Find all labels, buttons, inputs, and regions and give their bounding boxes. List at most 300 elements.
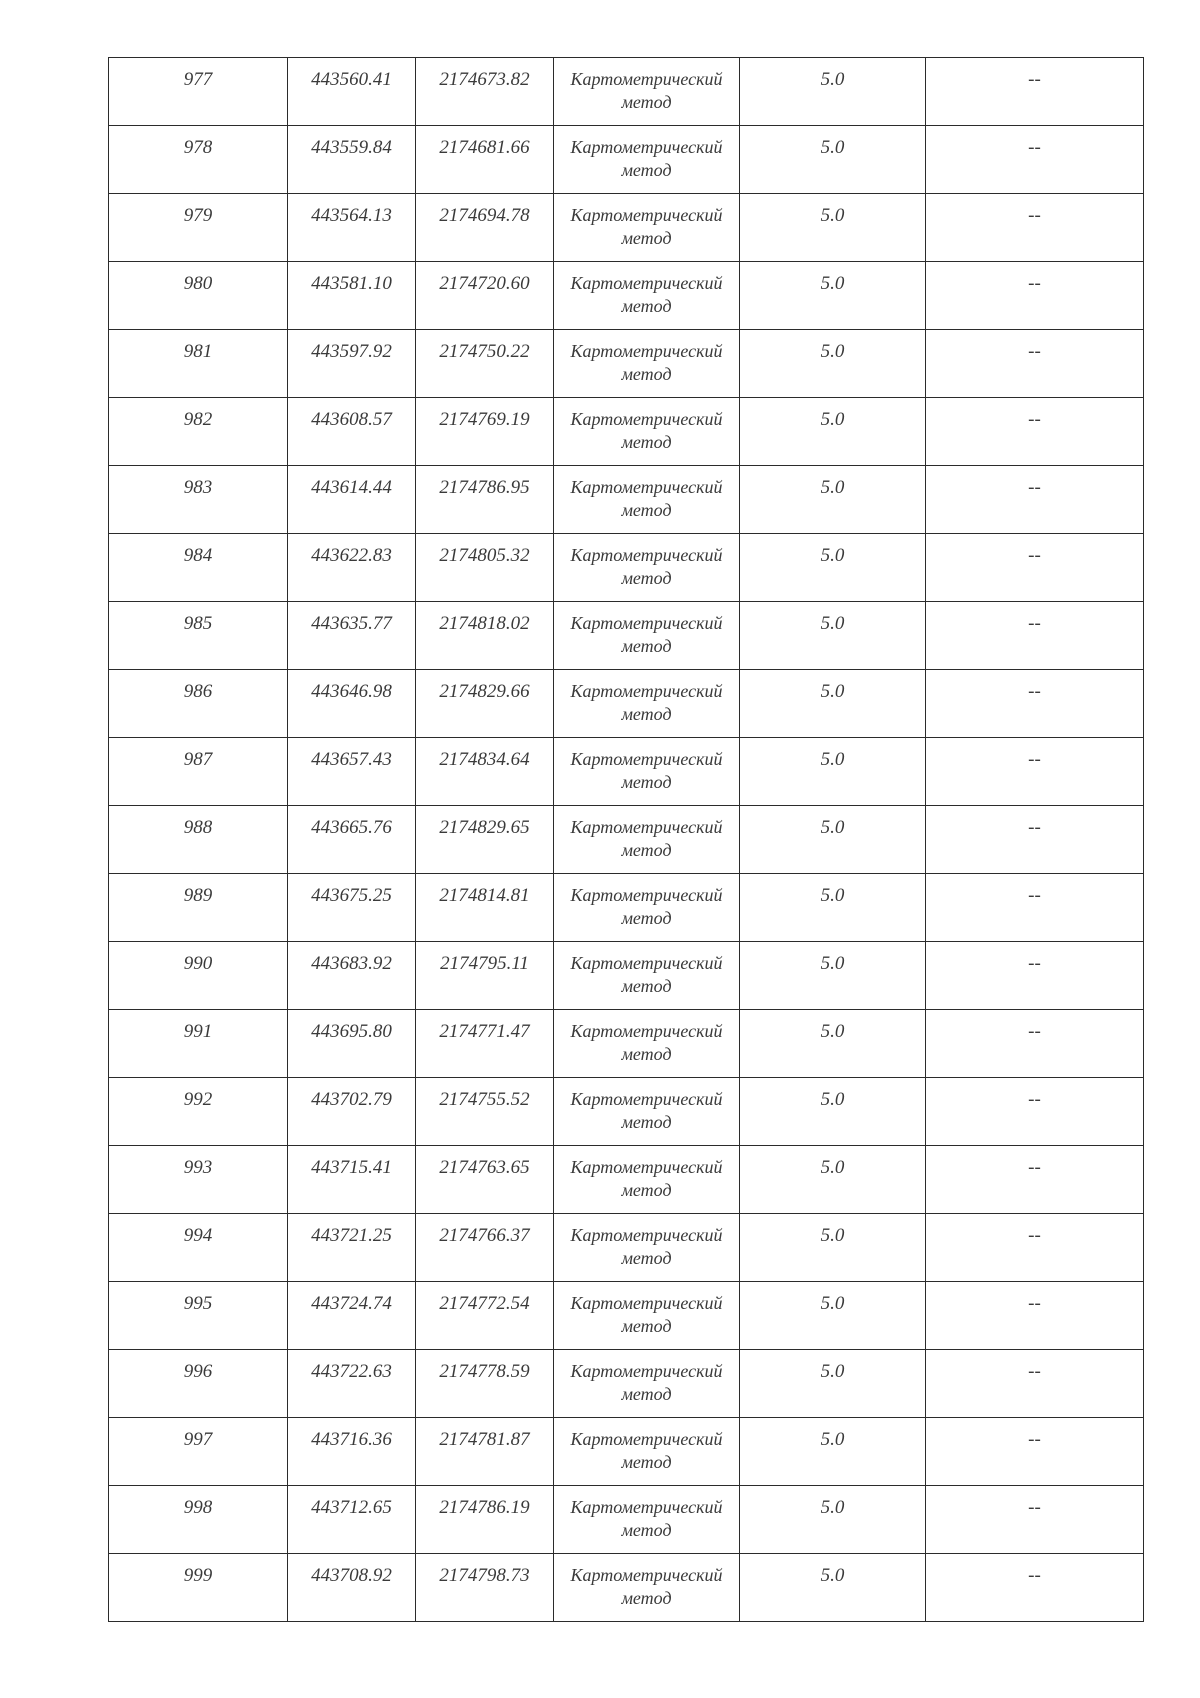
coordinate-x-cell xyxy=(288,262,416,330)
note-cell-value: -- xyxy=(1028,1497,1041,1518)
note-cell xyxy=(926,670,1144,738)
accuracy-cell xyxy=(740,738,926,806)
point-number-cell-value: 990 xyxy=(183,953,213,974)
point-number-cell xyxy=(109,58,288,126)
coordinate-x-cell xyxy=(288,670,416,738)
coordinate-x-cell xyxy=(288,1282,416,1350)
note-cell xyxy=(926,126,1144,194)
method-line-2: метод xyxy=(621,1316,672,1336)
method-cell xyxy=(554,194,740,262)
method-text xyxy=(554,126,739,182)
point-number-cell-value: 987 xyxy=(183,749,213,770)
method-cell xyxy=(554,262,740,330)
accuracy-cell xyxy=(740,806,926,874)
coordinate-x-cell xyxy=(288,466,416,534)
method-text xyxy=(554,262,739,318)
note-cell xyxy=(926,1350,1144,1418)
note-cell-value: -- xyxy=(1028,341,1041,362)
coordinate-y-cell-value: 2174814.81 xyxy=(439,885,530,906)
point-number-cell xyxy=(109,262,288,330)
accuracy-cell-value: 5.0 xyxy=(820,341,845,362)
coordinate-y-cell-value: 2174805.32 xyxy=(439,545,530,566)
point-number-cell xyxy=(109,1282,288,1350)
coordinate-y-cell xyxy=(416,1350,554,1418)
method-text xyxy=(554,738,739,794)
coordinate-y-cell-value: 2174681.66 xyxy=(439,137,530,158)
method-cell xyxy=(554,806,740,874)
coordinate-y-cell-value: 2174829.66 xyxy=(439,681,530,702)
method-cell xyxy=(554,1146,740,1214)
point-number-cell-value: 991 xyxy=(183,1021,213,1042)
note-cell-value: -- xyxy=(1028,477,1041,498)
note-cell-value: -- xyxy=(1028,409,1041,430)
accuracy-cell-value: 5.0 xyxy=(820,681,845,702)
coordinate-x-cell xyxy=(288,942,416,1010)
method-line-1: Картометрический xyxy=(570,817,723,837)
coordinate-y-cell-value: 2174818.02 xyxy=(439,613,530,634)
coordinate-y-cell xyxy=(416,738,554,806)
coordinate-y-cell-value: 2174763.65 xyxy=(439,1157,530,1178)
method-text xyxy=(554,806,739,862)
point-number-cell xyxy=(109,330,288,398)
method-cell xyxy=(554,738,740,806)
point-number-cell xyxy=(109,942,288,1010)
coordinate-y-cell-value: 2174781.87 xyxy=(439,1429,530,1450)
method-cell xyxy=(554,466,740,534)
coordinate-x-cell-value: 443712.65 xyxy=(311,1497,392,1518)
table-row xyxy=(109,942,1144,1010)
coordinate-x-cell xyxy=(288,1418,416,1486)
coordinate-x-cell xyxy=(288,1350,416,1418)
table-row xyxy=(109,806,1144,874)
note-cell-value: -- xyxy=(1028,1021,1041,1042)
method-cell xyxy=(554,126,740,194)
method-cell xyxy=(554,1486,740,1554)
accuracy-cell-value: 5.0 xyxy=(820,409,845,430)
method-line-2: метод xyxy=(621,432,672,452)
accuracy-cell xyxy=(740,942,926,1010)
method-cell xyxy=(554,534,740,602)
note-cell xyxy=(926,806,1144,874)
method-text xyxy=(554,1146,739,1202)
note-cell-value: -- xyxy=(1028,1157,1041,1178)
method-line-1: Картометрический xyxy=(570,885,723,905)
method-line-1: Картометрический xyxy=(570,1565,723,1585)
method-cell xyxy=(554,602,740,670)
note-cell-value: -- xyxy=(1028,885,1041,906)
coordinate-x-cell-value: 443722.63 xyxy=(311,1361,392,1382)
method-text xyxy=(554,1350,739,1406)
table-row xyxy=(109,466,1144,534)
accuracy-cell xyxy=(740,262,926,330)
coordinate-y-cell-value: 2174755.52 xyxy=(439,1089,530,1110)
accuracy-cell xyxy=(740,330,926,398)
note-cell xyxy=(926,602,1144,670)
method-text xyxy=(554,466,739,522)
method-line-2: метод xyxy=(621,1520,672,1540)
accuracy-cell-value: 5.0 xyxy=(820,1089,845,1110)
coordinate-y-cell-value: 2174720.60 xyxy=(439,273,530,294)
note-cell xyxy=(926,398,1144,466)
note-cell xyxy=(926,1214,1144,1282)
method-line-1: Картометрический xyxy=(570,205,723,225)
table-row xyxy=(109,738,1144,806)
coordinate-x-cell-value: 443581.10 xyxy=(311,273,392,294)
coordinate-y-cell xyxy=(416,398,554,466)
method-line-2: метод xyxy=(621,976,672,996)
note-cell-value: -- xyxy=(1028,1293,1041,1314)
coordinate-x-cell-value: 443721.25 xyxy=(311,1225,392,1246)
accuracy-cell xyxy=(740,466,926,534)
coordinate-x-cell-value: 443715.41 xyxy=(311,1157,392,1178)
method-text xyxy=(554,942,739,998)
accuracy-cell-value: 5.0 xyxy=(820,1021,845,1042)
method-line-2: метод xyxy=(621,296,672,316)
table-row xyxy=(109,58,1144,126)
note-cell-value: -- xyxy=(1028,681,1041,702)
coordinate-x-cell xyxy=(288,1078,416,1146)
point-number-cell-value: 998 xyxy=(183,1497,213,1518)
point-number-cell-value: 985 xyxy=(183,613,213,634)
coordinate-y-cell xyxy=(416,1554,554,1622)
table-row xyxy=(109,1010,1144,1078)
coordinate-y-cell xyxy=(416,126,554,194)
method-line-1: Картометрический xyxy=(570,613,723,633)
coordinate-x-cell-value: 443708.92 xyxy=(311,1565,392,1586)
note-cell-value: -- xyxy=(1028,205,1041,226)
note-cell xyxy=(926,330,1144,398)
method-line-2: метод xyxy=(621,1248,672,1268)
method-cell xyxy=(554,874,740,942)
coordinate-x-cell xyxy=(288,1010,416,1078)
accuracy-cell-value: 5.0 xyxy=(820,1225,845,1246)
coordinate-y-cell-value: 2174772.54 xyxy=(439,1293,530,1314)
coordinate-y-cell xyxy=(416,194,554,262)
coordinate-y-cell xyxy=(416,602,554,670)
point-number-cell-value: 992 xyxy=(183,1089,213,1110)
accuracy-cell xyxy=(740,874,926,942)
note-cell xyxy=(926,534,1144,602)
table-row xyxy=(109,670,1144,738)
note-cell xyxy=(926,1282,1144,1350)
coordinate-y-cell xyxy=(416,534,554,602)
method-line-1: Картометрический xyxy=(570,545,723,565)
method-line-1: Картометрический xyxy=(570,681,723,701)
method-line-2: метод xyxy=(621,568,672,588)
method-text xyxy=(554,1214,739,1270)
coordinate-y-cell xyxy=(416,1146,554,1214)
point-number-cell xyxy=(109,1010,288,1078)
accuracy-cell-value: 5.0 xyxy=(820,477,845,498)
method-line-1: Картометрический xyxy=(570,1497,723,1517)
method-line-1: Картометрический xyxy=(570,1225,723,1245)
point-number-cell-value: 994 xyxy=(183,1225,213,1246)
method-text xyxy=(554,534,739,590)
method-line-1: Картометрический xyxy=(570,1021,723,1041)
accuracy-cell xyxy=(740,1078,926,1146)
point-number-cell xyxy=(109,1418,288,1486)
coordinate-x-cell xyxy=(288,738,416,806)
accuracy-cell xyxy=(740,398,926,466)
accuracy-cell-value: 5.0 xyxy=(820,885,845,906)
table-row xyxy=(109,194,1144,262)
method-text xyxy=(554,194,739,250)
method-cell xyxy=(554,58,740,126)
accuracy-cell xyxy=(740,1010,926,1078)
coordinate-y-cell xyxy=(416,1418,554,1486)
accuracy-cell-value: 5.0 xyxy=(820,953,845,974)
note-cell xyxy=(926,194,1144,262)
point-number-cell-value: 978 xyxy=(183,137,213,158)
method-text xyxy=(554,58,739,114)
coordinate-y-cell-value: 2174798.73 xyxy=(439,1565,530,1586)
accuracy-cell xyxy=(740,1146,926,1214)
method-line-1: Картометрический xyxy=(570,409,723,429)
coordinate-x-cell xyxy=(288,602,416,670)
coordinate-x-cell xyxy=(288,398,416,466)
coordinate-x-cell-value: 443695.80 xyxy=(311,1021,392,1042)
method-cell xyxy=(554,1010,740,1078)
coordinate-y-cell-value: 2174834.64 xyxy=(439,749,530,770)
accuracy-cell xyxy=(740,602,926,670)
coordinate-x-cell xyxy=(288,126,416,194)
coordinate-x-cell-value: 443724.74 xyxy=(311,1293,392,1314)
point-number-cell-value: 982 xyxy=(183,409,213,430)
point-number-cell xyxy=(109,534,288,602)
coordinate-x-cell-value: 443702.79 xyxy=(311,1089,392,1110)
coordinate-x-cell xyxy=(288,1486,416,1554)
note-cell xyxy=(926,874,1144,942)
point-number-cell xyxy=(109,1146,288,1214)
method-cell xyxy=(554,330,740,398)
table-row xyxy=(109,1554,1144,1622)
coordinate-y-cell xyxy=(416,942,554,1010)
method-cell xyxy=(554,670,740,738)
point-number-cell xyxy=(109,874,288,942)
coordinate-x-cell xyxy=(288,1214,416,1282)
coordinate-y-cell-value: 2174750.22 xyxy=(439,341,530,362)
coordinate-x-cell-value: 443614.44 xyxy=(311,477,392,498)
point-number-cell xyxy=(109,602,288,670)
accuracy-cell-value: 5.0 xyxy=(820,749,845,770)
coordinate-y-cell-value: 2174694.78 xyxy=(439,205,530,226)
coordinate-x-cell xyxy=(288,534,416,602)
point-number-cell-value: 996 xyxy=(183,1361,213,1382)
method-cell xyxy=(554,398,740,466)
coordinate-x-cell-value: 443665.76 xyxy=(311,817,392,838)
table-row xyxy=(109,330,1144,398)
coordinate-y-cell xyxy=(416,58,554,126)
accuracy-cell-value: 5.0 xyxy=(820,69,845,90)
note-cell xyxy=(926,58,1144,126)
method-line-2: метод xyxy=(621,1588,672,1608)
point-number-cell xyxy=(109,126,288,194)
method-line-1: Картометрический xyxy=(570,1293,723,1313)
note-cell-value: -- xyxy=(1028,1361,1041,1382)
method-cell xyxy=(554,942,740,1010)
note-cell-value: -- xyxy=(1028,953,1041,974)
accuracy-cell xyxy=(740,670,926,738)
coordinate-y-cell xyxy=(416,466,554,534)
accuracy-cell xyxy=(740,126,926,194)
note-cell-value: -- xyxy=(1028,749,1041,770)
note-cell-value: -- xyxy=(1028,545,1041,566)
note-cell-value: -- xyxy=(1028,817,1041,838)
accuracy-cell-value: 5.0 xyxy=(820,273,845,294)
coordinate-x-cell-value: 443560.41 xyxy=(311,69,392,90)
point-number-cell-value: 986 xyxy=(183,681,213,702)
method-line-1: Картометрический xyxy=(570,749,723,769)
method-text xyxy=(554,602,739,658)
note-cell-value: -- xyxy=(1028,613,1041,634)
coordinate-y-cell-value: 2174673.82 xyxy=(439,69,530,90)
point-number-cell-value: 999 xyxy=(183,1565,213,1586)
coordinate-y-cell-value: 2174795.11 xyxy=(440,953,529,974)
coordinate-x-cell-value: 443646.98 xyxy=(311,681,392,702)
method-line-2: метод xyxy=(621,1452,672,1472)
coordinate-y-cell-value: 2174786.19 xyxy=(439,1497,530,1518)
note-cell xyxy=(926,1418,1144,1486)
note-cell xyxy=(926,942,1144,1010)
method-line-2: метод xyxy=(621,228,672,248)
note-cell xyxy=(926,262,1144,330)
coordinate-x-cell xyxy=(288,1146,416,1214)
point-number-cell xyxy=(109,194,288,262)
coordinate-x-cell xyxy=(288,330,416,398)
point-number-cell xyxy=(109,1350,288,1418)
accuracy-cell-value: 5.0 xyxy=(820,1157,845,1178)
coordinate-x-cell-value: 443608.57 xyxy=(311,409,392,430)
table-row xyxy=(109,1214,1144,1282)
method-text xyxy=(554,874,739,930)
accuracy-cell-value: 5.0 xyxy=(820,1361,845,1382)
accuracy-cell xyxy=(740,1554,926,1622)
method-text xyxy=(554,398,739,454)
method-text xyxy=(554,1418,739,1474)
accuracy-cell xyxy=(740,1350,926,1418)
point-number-cell-value: 981 xyxy=(183,341,213,362)
coordinate-x-cell xyxy=(288,874,416,942)
coordinate-y-cell xyxy=(416,330,554,398)
method-line-2: метод xyxy=(621,772,672,792)
point-number-cell-value: 980 xyxy=(183,273,213,294)
point-number-cell xyxy=(109,1486,288,1554)
note-cell-value: -- xyxy=(1028,273,1041,294)
coordinate-y-cell-value: 2174771.47 xyxy=(439,1021,530,1042)
method-cell xyxy=(554,1214,740,1282)
accuracy-cell-value: 5.0 xyxy=(820,545,845,566)
method-line-1: Картометрический xyxy=(570,69,723,89)
method-line-2: метод xyxy=(621,704,672,724)
method-cell xyxy=(554,1418,740,1486)
table-row xyxy=(109,398,1144,466)
table-row xyxy=(109,126,1144,194)
accuracy-cell-value: 5.0 xyxy=(820,1293,845,1314)
accuracy-cell xyxy=(740,1486,926,1554)
method-line-2: метод xyxy=(621,500,672,520)
point-number-cell-value: 977 xyxy=(183,69,213,90)
point-number-cell-value: 993 xyxy=(183,1157,213,1178)
table-row xyxy=(109,1078,1144,1146)
note-cell xyxy=(926,466,1144,534)
method-line-1: Картометрический xyxy=(570,1361,723,1381)
accuracy-cell xyxy=(740,1418,926,1486)
coordinates-table xyxy=(108,57,1144,1622)
method-line-1: Картометрический xyxy=(570,1429,723,1449)
method-text xyxy=(554,1010,739,1066)
coordinate-x-cell-value: 443683.92 xyxy=(311,953,392,974)
coordinate-y-cell xyxy=(416,670,554,738)
point-number-cell xyxy=(109,398,288,466)
method-line-1: Картометрический xyxy=(570,137,723,157)
method-line-2: метод xyxy=(621,160,672,180)
method-text xyxy=(554,1282,739,1338)
note-cell-value: -- xyxy=(1028,1565,1041,1586)
method-line-2: метод xyxy=(621,636,672,656)
accuracy-cell-value: 5.0 xyxy=(820,613,845,634)
coordinate-x-cell-value: 443597.92 xyxy=(311,341,392,362)
accuracy-cell-value: 5.0 xyxy=(820,1429,845,1450)
point-number-cell-value: 979 xyxy=(183,205,213,226)
coordinate-y-cell xyxy=(416,1010,554,1078)
accuracy-cell xyxy=(740,1282,926,1350)
coordinate-x-cell xyxy=(288,194,416,262)
coordinate-x-cell xyxy=(288,1554,416,1622)
coordinate-y-cell-value: 2174829.65 xyxy=(439,817,530,838)
point-number-cell-value: 988 xyxy=(183,817,213,838)
coordinates-table-body xyxy=(109,58,1144,1622)
coordinate-y-cell xyxy=(416,874,554,942)
method-line-2: метод xyxy=(621,1180,672,1200)
table-row xyxy=(109,1418,1144,1486)
method-line-2: метод xyxy=(621,364,672,384)
method-line-2: метод xyxy=(621,92,672,112)
method-text xyxy=(554,1554,739,1610)
method-line-2: метод xyxy=(621,1044,672,1064)
table-row xyxy=(109,1486,1144,1554)
coordinate-x-cell-value: 443716.36 xyxy=(311,1429,392,1450)
note-cell xyxy=(926,738,1144,806)
table-row xyxy=(109,874,1144,942)
coordinate-x-cell-value: 443559.84 xyxy=(311,137,392,158)
method-line-1: Картометрический xyxy=(570,953,723,973)
point-number-cell-value: 983 xyxy=(183,477,213,498)
accuracy-cell-value: 5.0 xyxy=(820,137,845,158)
coordinate-x-cell-value: 443635.77 xyxy=(311,613,392,634)
coordinate-x-cell-value: 443657.43 xyxy=(311,749,392,770)
method-text xyxy=(554,1078,739,1134)
accuracy-cell-value: 5.0 xyxy=(820,817,845,838)
point-number-cell xyxy=(109,738,288,806)
point-number-cell xyxy=(109,466,288,534)
point-number-cell-value: 984 xyxy=(183,545,213,566)
coordinate-y-cell xyxy=(416,1214,554,1282)
method-line-2: метод xyxy=(621,1112,672,1132)
coordinate-x-cell xyxy=(288,806,416,874)
note-cell-value: -- xyxy=(1028,69,1041,90)
coordinate-x-cell-value: 443622.83 xyxy=(311,545,392,566)
method-cell xyxy=(554,1078,740,1146)
coordinate-x-cell-value: 443564.13 xyxy=(311,205,392,226)
coordinate-y-cell-value: 2174786.95 xyxy=(439,477,530,498)
coordinate-y-cell-value: 2174778.59 xyxy=(439,1361,530,1382)
method-cell xyxy=(554,1282,740,1350)
method-text xyxy=(554,1486,739,1542)
method-line-1: Картометрический xyxy=(570,341,723,361)
method-text xyxy=(554,670,739,726)
table-row xyxy=(109,1146,1144,1214)
method-line-1: Картометрический xyxy=(570,477,723,497)
